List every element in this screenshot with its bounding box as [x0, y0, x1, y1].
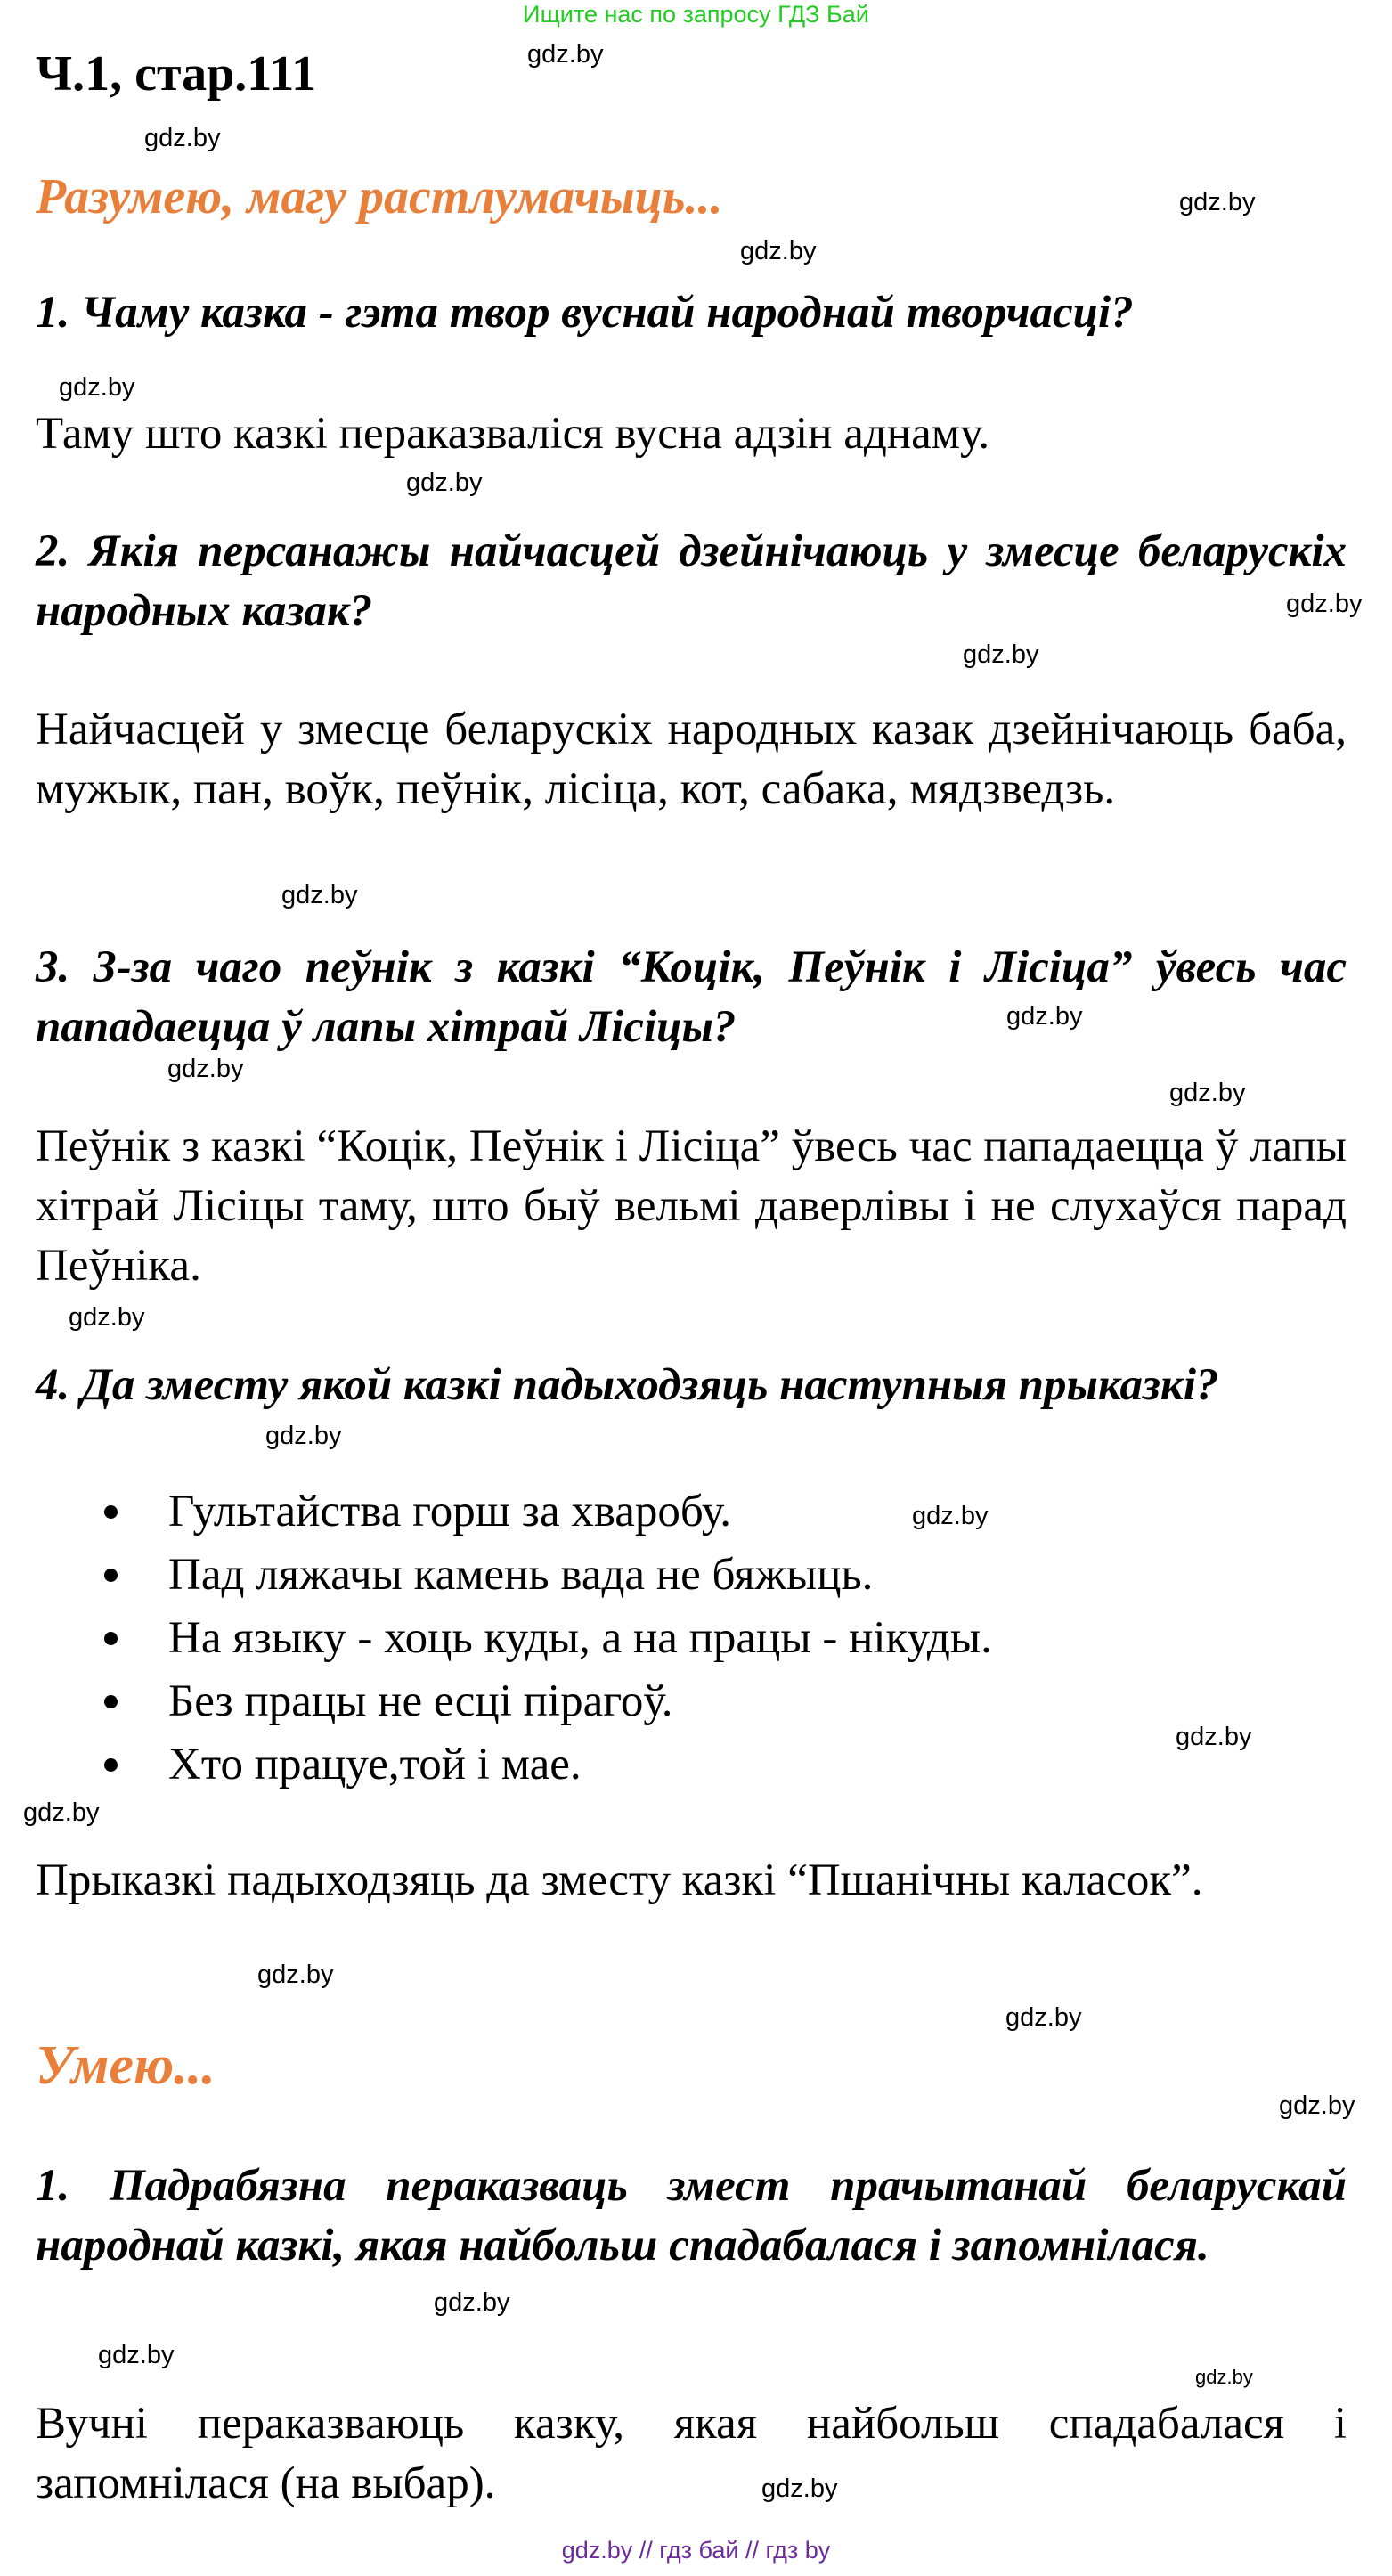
- proverb-text: Гультайства горш за хваробу.: [168, 1487, 732, 1537]
- watermark: gdz.by: [963, 640, 1039, 669]
- page-title: Ч.1, стар.111: [36, 46, 317, 102]
- proverb-text: Хто працуе,той і мае.: [168, 1740, 582, 1789]
- watermark: gdz.by: [406, 469, 483, 497]
- watermark: gdz.by: [1179, 188, 1256, 216]
- watermark: gdz.by: [257, 1961, 334, 1989]
- bullet-icon: [104, 1505, 118, 1519]
- bullet-icon: [104, 1569, 118, 1582]
- watermark: gdz.by: [144, 124, 221, 152]
- question-4: 4. Да зместу якой казкі падыходзяць наступныя прыказкі?: [36, 1360, 1219, 1410]
- watermark: gdz.by: [740, 237, 817, 265]
- search-banner: Ищите нас по запросу ГДЗ Бай: [523, 1, 869, 28]
- watermark: gdz.by: [912, 1502, 989, 1530]
- question-3: 3. З-за чаго пеўнік з казкі “Коцік, Пеўнік і Лісіца” ўвесь час пападаецца ў лапы хітрай Лісіцы?: [36, 942, 1347, 1052]
- watermark: gdz.by: [527, 40, 604, 69]
- watermark: gdz.by: [1005, 2003, 1082, 2032]
- proverb-item: [36, 1670, 1282, 1733]
- watermark: gdz.by: [281, 881, 358, 909]
- watermark: gdz.by: [761, 2474, 838, 2503]
- watermark: gdz.by: [434, 2288, 510, 2317]
- proverb-text: Без працы не есці пірагоў.: [168, 1676, 673, 1726]
- section-heading-understand: Разумею, магу растлумачыць...: [36, 169, 723, 224]
- question-1: 1. Чаму казка - гэта твор вуснай народнай творчасці?: [36, 288, 1134, 338]
- proverb-text: На языку - хоць куды, а на працы - нікуды.: [168, 1613, 992, 1663]
- watermark: gdz.by: [1195, 2366, 1253, 2388]
- answer-2: Найчасцей у змесце беларускіх народных казак дзейнічаюць баба, мужык, пан, воўк, пеўнік, лісіца, кот, сабака, мядзведзь.: [36, 705, 1347, 814]
- section-heading-can: Умею...: [36, 2035, 216, 2096]
- proverb-text: Пад ляжачы камень вада не бяжыць.: [168, 1550, 874, 1600]
- skill-question-1: 1. Падрабязна пераказваць змест прачытанай беларускай народнай казкі, якая найбольш спадабалася і запомнілася.: [36, 2161, 1347, 2270]
- footer-links: gdz.by // гдз бай // гдз by: [561, 2537, 831, 2564]
- watermark: gdz.by: [1176, 1723, 1252, 1751]
- watermark: gdz.by: [23, 1798, 100, 1827]
- bullet-icon: [104, 1758, 118, 1772]
- watermark: gdz.by: [1169, 1079, 1246, 1107]
- answer-1: Таму што казкі пераказваліся вусна адзін аднаму.: [36, 409, 990, 459]
- watermark: gdz.by: [69, 1303, 145, 1332]
- watermark: gdz.by: [1006, 1002, 1083, 1031]
- watermark: gdz.by: [59, 373, 135, 402]
- answer-3: Пеўнік з казкі “Коцік, Пеўнік і Лісіца” ўвесь час пападаецца ў лапы хітрай Лісіцы таму, што быў вельмі даверлівы і не слухаўся парад Пеўніка.: [36, 1121, 1347, 1291]
- bullet-icon: [104, 1632, 118, 1645]
- proverb-list: [36, 1480, 1282, 1797]
- watermark: gdz.by: [265, 1422, 342, 1450]
- bullet-icon: [104, 1695, 118, 1708]
- watermark: gdz.by: [1286, 590, 1363, 618]
- watermark: gdz.by: [167, 1055, 244, 1083]
- skill-answer-1: Вучні пераказваюць казку, якая найбольш спадабалася і запомнілася (на выбар).: [36, 2399, 1347, 2508]
- proverb-item: [36, 1480, 1282, 1544]
- proverb-item: [36, 1607, 1282, 1670]
- proverb-item: [36, 1544, 1282, 1607]
- answer-4: Прыказкі падыходзяць да зместу казкі “Пшанічны каласок”.: [36, 1855, 1203, 1905]
- watermark: gdz.by: [1279, 2091, 1355, 2120]
- question-2: 2. Якія персанажы найчасцей дзейнічаюць у змесце беларускіх народных казак?: [36, 526, 1347, 636]
- watermark: gdz.by: [98, 2341, 175, 2369]
- proverb-item: [36, 1733, 1282, 1797]
